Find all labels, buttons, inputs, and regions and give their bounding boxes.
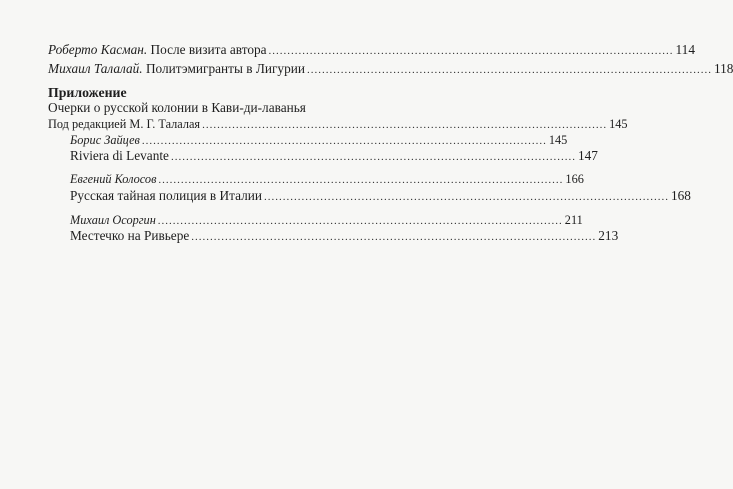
page-number: 145 [548, 133, 568, 147]
toc-entry [48, 42, 695, 59]
entry-author: Евгений Колосов [70, 172, 157, 186]
appendix-subtitle: Очерки о русской колонии в Кави-ди-лаванья [48, 100, 306, 115]
dot-leader: ............................................................................................................ [268, 45, 674, 57]
toc-entry [70, 148, 598, 165]
toc-entry [70, 188, 691, 205]
entry-author: Михаил Осоргин [70, 213, 156, 227]
page-number: 147 [577, 148, 598, 163]
toc-entry [48, 116, 628, 133]
toc-entry-title [48, 42, 267, 58]
entry-author: Роберто Касман. [48, 42, 148, 57]
page-number: 213 [598, 228, 619, 243]
toc-entry [70, 132, 568, 149]
toc-entry [70, 228, 619, 245]
dot-leader: ............................................................................................................ [157, 215, 563, 227]
toc-entry-title [48, 61, 305, 77]
editor-line: Под редакцией М. Г. Талалая [48, 117, 201, 131]
entry-title: Riviera di Levante [70, 148, 169, 163]
page-number: 168 [670, 188, 691, 203]
entry-author: Михаил Талалай. [48, 61, 143, 76]
page-number: 145 [609, 117, 628, 131]
dot-leader: ............................................................................................................ [158, 174, 564, 186]
toc-entry [48, 61, 733, 78]
dot-leader: ............................................................................................................ [141, 135, 547, 147]
entry-title: Местечко на Ривьере [70, 228, 190, 243]
dot-leader: ............................................................................................................ [263, 191, 669, 203]
entry-title: Русская тайная полиция в Италии [70, 188, 262, 203]
page-number: 118 [713, 61, 733, 76]
page-number: 166 [565, 172, 584, 186]
entry-title: Политэмигранты в Лигурии [145, 61, 305, 76]
entry-author: Борис Зайцев [70, 133, 140, 147]
page-number: 211 [564, 213, 583, 227]
dot-leader: ............................................................................................................ [191, 231, 597, 243]
dot-leader: ............................................................................................................ [170, 151, 576, 163]
entry-title: После визита автора [150, 42, 267, 57]
toc-entry [70, 171, 584, 188]
dot-leader: ............................................................................................................ [202, 119, 608, 131]
dot-leader: ............................................................................................................ [306, 64, 712, 76]
page-number: 114 [675, 42, 695, 57]
appendix-heading: Приложение [48, 85, 127, 100]
toc-entry [70, 212, 583, 229]
